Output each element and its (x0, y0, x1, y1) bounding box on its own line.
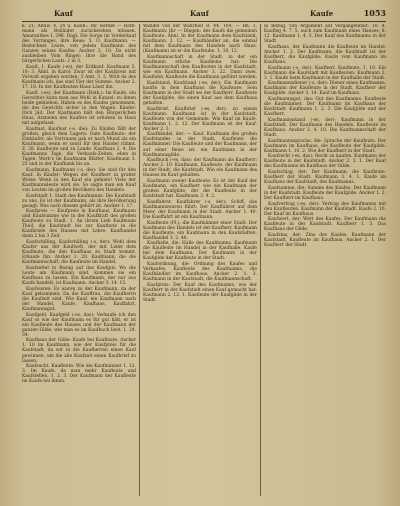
entry-paragraph: Kaufwaren: Es waren zu der Kaufmann, da der Kauf gekommen: Da die Kauffrau, die Kaufherrn die Kaufzeit sind. Wie Kauf, ein Kaufmann nach der Handel, Kaufe, Kaufhaus, Kauffahrt, Kaufmannsgut. (22, 286, 136, 312)
entry-paragraph: Kaufgeld, Kaufgeld (-es, das): Verkaufe ich den Kauf so wie der Kaufmann es für gut hält, er ist ein Kaufleute des Hauses und der Kaufmann der ganzen Gilde, wie man es im Kaufbuch liest. 1. 24. 34. (22, 312, 136, 338)
entry-paragraph: Kaufmann (-s, der): Kaufherr, Kaufleute. 1. 10. Ein Kaufmann die Kaufstadt mit Kaufleuten. Kaufmann 2. 3. 1. Kaufe beim Kaufmann in der Kaufhalle der Stadt. (264, 65, 386, 81)
page-header (22, 9, 386, 21)
entry-paragraph: Kaufleute (Pl.): die Kaufmänner einer Stadt. Der Kaufmann des Handels ist der Kaufherr. Kaufmann die Kaufleute, ein Kaufmann in den Kaufstädten. Kaufhandel 3. 2. 40. (143, 220, 257, 241)
entry-paragraph: Kaufmannsgut, das: Gut des Kaufmanns. Kaufleute die Kaufmänner. Der Kaufmann im Kaufhaus der Kaufstadt. Kaufmann 1. 2. 3. Die Kaufgilde und der Kaufherr. (264, 97, 386, 118)
entry-paragraph: Kaufordnung, die: Ordnung des Kaufes und Verkaufes. Kaufleute des Kaufmanns, die Kaufhändler im Kaufhaus. Ancker 2. 1. 3. Kaufmann in der Kaufstadt, die Kaufmannschaft. (143, 262, 257, 283)
entry-paragraph: Kaufhändel, der: — Kauf. Kaufmann des großen Kaufstandes in der Stadt, Kaufleute die Kaufmänner. Die Kaufleute und der Kaufmann, der auf einer Reise ist: ein Kaufmann in der Kaufmannsgilde. (143, 132, 257, 158)
entry-paragraph: Kaufhaus, der Kaufmann die Kaufleute im Handel. Ancker 1. 2. Der Kaufmann, die Kaufstadt ist der Kaufherr, die Kaufgilde: Kaufe vom Kaufmann im Kaufhaus. (264, 44, 386, 65)
entry-paragraph: Kaufmann zweier Kaufleute: Es ist der Kauf der Kaufmann, ein Kaufherr wie ein Kaufmann der großen Kaufgilde, der die Kaufleute in der Kaufstadt hat. Kaufmann 3. 4. 2. (143, 178, 257, 200)
column-separator-2 (260, 24, 261, 496)
entry-paragraph: Kauflust, Kauflust (-e, die): Zu Käufen fällt der großen, gleich dem Lagern: Gute Kaufleute: der Einkäufer, als Vertrauen gab er nach Mund als ein Kaufmann, wenn er sonst für den Handel rühmt. Z. 28. Kaufleute und zu Lande. Kaufhaus 2. 4. Die Kaufmanns Tage, die Verkaufs-Zeiten, eben in Tagen. Werb's im Kaufmann Blätter, Kaufmann 3. 25 und in der Kaufbank bis an. (22, 126, 136, 168)
entry-paragraph: Kaufl. (-es), der Kaufmann (Rath.): Im Kaufe, ein Gerechter kann man aus Wohl in Kanzel: zu ihnen beide geblieben. Haben es des Kaufes genommen, die des Gewichts sicher in den Wagen. Käufer: Dich jüd. Der Kaufmann hält den Bürgerlichen Haus, Arzneien des Kaufers ist erhoben in Haus mit aufgefasst. (22, 90, 136, 127)
entry-paragraph: Kaufstadt 1. Stadt des Kaufmanns: Die Kaufstadt zu uns, Es ist der Kaufmann, als ihre Bevölkerung gesagt: Was nach diesem gehört ist. Ancker 1. 17. (22, 193, 136, 209)
entry-paragraph: Wandel von der Wahrheit B. 44. 104. — Rh. 1. Kaufmann: Ihr — Dingen: des Kaufs die gemeinen Kaufleute. Ähnl. In der Kaufmann dem Kaufstand, Kaufmann. 2. 12. — Kaufhändler an, die einmal mit dem Kaufmann des Handels nach Haus. (Kaufmann) ist er die Kaufstube. 1. 10. 12. (143, 24, 257, 55)
entry-paragraph: Kaufhaus der Gilde: Kaufe bei Kaufleute. Ancker 1. 10 im Kaufmann, wie der Kaufpreis für die Kaufstadt, da wir in die Kaufherren einen Kauf gewinnen, um die alle Kaufzeit einen Kaufbrief zu lassen. (22, 338, 136, 364)
entry-paragraph: Kaufschlag, der: Der Kaufmann, die Kaufleute. Kaufherr der Stadt. Kaufmann 3. 4. 1. Kaufe im Kaufhaus der Kaufstadt, des Kaufmanns. (264, 170, 386, 186)
entry-paragraph: Kaufl. 1. Kaufe (-es), der Erdkauf: Kaufmann 5. 10; 3. Ähnl. in Karol: Zwar ist der Kaufpreis mit Vorwalt ergeben worden; 3 Amt. 3. 2. Wird da des Kaufmann ich, das sind Vier der Summe. Ancker 2. 17. 18. In der Kaufleuten-Haus Lässt ihn. (22, 64, 136, 91)
header-rule (22, 21, 386, 22)
entry-paragraph: Kauffahrer, Kauffahrer (-s, der): Schiff, das Kaufmannswaren führt: Der Kauffahrer auf dem Meer, der Kaufmann in der Stadt. Ancker 1. 40. Die Kauffahrt ist ein Kaufmann. (143, 199, 257, 220)
entry-paragraph: Kaufwert, der: Wert des Kaufes. Der Kaufmann die Kaufleute in der Kaufstadt. Kaufherr 1. 3. Das Kaufhaus der Gilde. (264, 217, 386, 233)
entry-paragraph: k. 21; Ähnw. 4. 24 u. Kaufl.: Ihr werdet — Rathmann als Beiläufer zurückstehen müssen. Amaranthes I. 296. Dagl. Die Sorge im Vorderkauf des Vorranges, ihre Reue: 5. O. Kaufmann. — Bezeichnet Leute, von jedem Kaufmann des Ganzen seines Kaufes: Ancker 2. 10. Da nicht ausbleiben Vom Ringel: Ihre die Hand des bürgerlichen Laufs: 2 in 3. (22, 24, 136, 65)
entry-paragraph: Kaufmannsstand (-es, der): Kaufmann in der Kaufstadt. Der Kaufmann des Handels. Kaufleute im Kaufhaus. Ancker 2. 4. 10. Die Kaufmannschaft der Stadt. (264, 117, 386, 138)
text-column-2 (143, 24, 257, 498)
column-separator-1 (139, 24, 140, 496)
entry-paragraph: Kaufhalle, die: Halle des Kaufmanns. Kaufmann die Kaufleute im Handel in der Kaufhalle. Kaufe bei dem Kaufmann. Der Kaufmann in der Kaufgilde der Kaufleute in der Stadt. (143, 241, 257, 262)
entry-paragraph: Kaufpreis: Der Kauf des Kaufmanns, wie der Kaufherr in der Kaufstadt einen Kauf gemacht hat. Kaufmann 2. 12. 1. Kaufleute der Kaufgilde in der Stadt. (143, 282, 257, 304)
entry-paragraph: Kaufmann, Kaufmann (-s, die): Sie sind für den Kauf. In Käufer: Wegen der Kaufherr in großer Weise: Wenn in den Kauf ein gebiete! Viele der Kaufmannsleute wird sie, So sagte man ein Kauf von Leuten im großen Bevölkern des Handels. (22, 167, 136, 193)
entry-paragraph: Kaufmannschaft in der Stadt, in der ein Kaufmann etliche Kaufleute hat: Die Kaufmannschaft den Kaufleuten in der Kaufstadt, wie ein Kaufmann. Ancker 3. 22. Dann zwei. Kauflohn, Kaufleute die Kaufmann geführt werden. (143, 54, 257, 81)
entry-paragraph: Kaufbrief, Kaufbrief (-es, der): zu einem Kaufmann: Kaufmann ist in der Kaufstadt, Kaufleute von der Gemeinde. Wie Kauf im Kaufe. Kaufmann 1. 2. 12. Der Kaufmann ist der Kauf. Ancker 2. 3. (143, 106, 257, 132)
entry-paragraph: Kaufsumme, die: Summe des Kaufes. Der Kaufmann in der Kaufstadt. Kaufleute der Kaufgilde. Ancker 1. 2. Der Kaufherr im Kaufhaus. (264, 185, 386, 201)
entry-paragraph: Kaufrecht (-es, das): Recht zu kaufen. Kaufmann der Kaufleute in der Kaufstadt. Ancker 2. 3. 1. Der Kauf des Kaufmanns im Kaufhaus der Gilde. (264, 154, 386, 170)
entry-paragraph: Kaufzettel in Bezug auf das Kaufgut: Wo die Leute am Kaufmann sind, kommen sie ein Kaufhaus zu lassen. Ein Kaufmann, der nur aus Kaufe handelt, ist Kaufmann. Ancker 3. 14. 15. (22, 265, 136, 287)
entry-paragraph: Kaufvertrag (-es, der): Vertrag des Kaufmanns mit den Kaufleuten. Kaufmann der Kaufstadt. Kaufe 2. 10. Der Kauf im Kaufhaus. (264, 201, 386, 217)
entry-paragraph: Kaufzins, der: Zins des Kaufes. Kaufmann der Kaufstadt, Kaufleute im Kaufhaus. Ancker 2. 1. Der Kaufherr der Stadt. (264, 233, 386, 249)
page-number: 1053 (363, 8, 386, 18)
entry-paragraph: Kaufstand, Kaufstand (-es, der): Ein Kaufmann kaufte in dem Kaufhaus die Kaufware. Sein Kaufmann in der Stadt sei der Kaufherr. Kaufleute der Kaufgilde, die einen Kauf aus dem Kaufhaus gehalten. (143, 80, 257, 106)
entry-paragraph: Kaufpreis — Kaufpreis in Kaufhaus, Kaufmann und Kaufsumme wie in der Kaufkraft des großen Kaufleute zu Stadt. 1. An ihrem Lieb Kaufmann Theil, die Kaufstadt bis zur Kaufnote in die Kaufbriefe des Hauses mit Lehre. Kaufhandel dann 2 bis 3 Zeit. (22, 209, 136, 240)
entry-paragraph: Kaufschilling, Kaufschilling (-s, der): Wohl dem Käufer aus der Kaufwelt, der mit Liebe dem Kaufleute, die den Kaufhaus zu Stadt kommt. Erkaufe ihn. Ancker 1. 20. Kaufmann, die die Kaufmannschaft, die Kaufleute im Handel. (22, 240, 136, 266)
entry-paragraph: Kaufmannsdiener (-s, der): Diener eines Kaufmanns, Kaufmann der Kaufleute in der Stadt, Kaufherr der Kaufgilde. Ancker 3. 14. Kauf im Kaufhaus. (264, 81, 386, 97)
header-left-headword: Kauf (54, 9, 73, 18)
entry-paragraph: Kaufsucht. Kaufleute: Wie die Kaufmänner 1. 12. 3. Im Kaufe, da man mehr Kaufleute und Kaufstellen, 1. 2. 3. Der Kaufmann der Kaufleute im Kaufe bei ihnen. (22, 364, 136, 385)
header-right-headword: Kaufe (310, 9, 334, 18)
entry-paragraph: Kaufmannssprache, die: Sprache der Kaufleute. Der Kaufmann im Kaufhaus, die Kaufleute der Kaufgilde. Kaufmann 1. 10. 2. Wie der Kaufherr in der Stadt. (264, 138, 386, 154)
header-middle-headword: Kauf (190, 9, 209, 18)
text-column-3 (264, 24, 386, 498)
entry-paragraph: in Bezug, von Argument auf Vergangenheit: 10. 4. Kaufleg 4. 7. 5. auch zum Kaufmann eines Hauses; 8. 12. Kaufmann 1. 4. 3. Der Kauf des Kaufmanns in der Stadt. (264, 24, 386, 45)
entry-paragraph: Kaufbuch (-es, das): der Kaufmann als Kaufherr: Ancker 2. 10. Kaufmann, Kaufleute, der Kaufmann in der Stadt, die Kaufstadt. Wie ein Kaufmann des Hauses im Kauf gehalten. (143, 158, 257, 179)
text-column-1 (22, 24, 136, 498)
